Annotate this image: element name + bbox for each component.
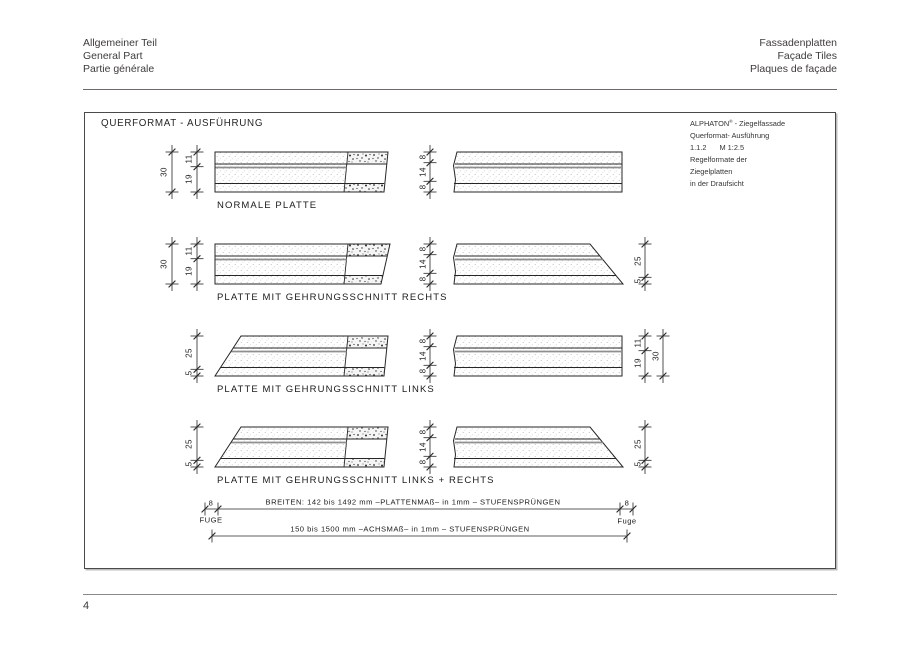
- dim-label: 25: [184, 439, 194, 449]
- dim-label: 25: [633, 439, 643, 449]
- dim-label: 25: [633, 256, 643, 266]
- caption-row3: PLATTE MIT GEHRUNGSSCHNITT LINKS: [217, 384, 435, 395]
- footer-rule: [83, 594, 837, 595]
- dim-label: 11: [184, 154, 194, 164]
- plate-row3-right: [454, 336, 623, 376]
- joint-gap-label-left: 8: [208, 498, 214, 508]
- brand-name: ALPHATON: [690, 119, 730, 129]
- brand-suffix: - Ziegelfassade: [734, 119, 786, 129]
- plate-row2-right: [454, 244, 624, 284]
- plate-row2-left: [215, 244, 390, 284]
- dim-label: 8: [418, 368, 428, 374]
- fuge-label-right: Fuge: [617, 516, 637, 526]
- caption-row2: PLATTE MIT GEHRUNGSSCHNITT RECHTS: [217, 292, 448, 303]
- header-left-line-fr: Partie générale: [83, 63, 155, 75]
- header-rule: [83, 89, 837, 90]
- header-left-line-en: General Part: [83, 50, 143, 62]
- dim-label: 25: [184, 348, 194, 358]
- plate-row4-left: [215, 427, 388, 467]
- dim-label: 30: [159, 259, 169, 269]
- title-block-brand-line: [690, 116, 830, 130]
- page-number: 4: [83, 600, 90, 612]
- title-block-line2: Querformat- Ausführung: [690, 131, 770, 141]
- dim-label: 14: [418, 351, 428, 361]
- plate-row4-right: [454, 427, 624, 467]
- sheet-code: 1.1.2: [690, 143, 707, 153]
- breiten-note: BREITEN: 142 bis 1492 mm –PLATTENMAß– in 1mm – STUFENSPRÜNGEN: [265, 497, 561, 507]
- title-block-code-line: [690, 142, 830, 154]
- drawing-scale: M 1:2.5: [719, 143, 745, 153]
- fuge-label-left: FUGE: [199, 515, 223, 525]
- dim-label: 30: [159, 167, 169, 177]
- dim-label: 14: [418, 442, 428, 452]
- dim-label: 8: [418, 459, 428, 465]
- dim-label: 19: [633, 358, 643, 368]
- dim-label: 14: [418, 167, 428, 177]
- dim-label: 5: [184, 370, 194, 376]
- joint-gap-label-right: 8: [624, 498, 630, 508]
- header-right-line-fr: Plaques de façade: [750, 63, 837, 75]
- header-right-line-en: Façade Tiles: [777, 50, 837, 62]
- drawing-title: QUERFORMAT - AUSFÜHRUNG: [101, 118, 264, 129]
- plate-row1-left: [215, 152, 388, 192]
- dim-label: 8: [418, 154, 428, 160]
- registered-mark: ®: [729, 119, 733, 124]
- dim-label: 5: [184, 461, 194, 467]
- header-right: [750, 37, 837, 76]
- dim-label: 14: [418, 259, 428, 269]
- caption-row4: PLATTE MIT GEHRUNGSSCHNITT LINKS + RECHTS: [217, 475, 495, 486]
- dim-label: 8: [418, 429, 428, 435]
- dim-label: 5: [633, 278, 643, 284]
- title-block-line4: Regelformate der: [690, 155, 748, 165]
- achsmass-note: 150 bis 1500 mm –ACHSMAß– in 1mm – STUFENSPRÜNGEN: [290, 524, 530, 534]
- dim-label: 5: [633, 461, 643, 467]
- dim-label: 19: [184, 174, 194, 184]
- title-block-line5: Ziegelplatten: [690, 167, 733, 177]
- plate-row3-left: [215, 336, 388, 376]
- header-left: [83, 37, 157, 76]
- header-right-line-de: Fassadenplatten: [759, 37, 837, 49]
- dim-label: 8: [418, 276, 428, 282]
- plate-row1-right: [454, 152, 623, 192]
- dim-label: 30: [651, 351, 661, 361]
- dim-label: 11: [633, 338, 643, 348]
- title-block: [690, 116, 830, 190]
- dim-label: 8: [418, 184, 428, 190]
- title-block-line6: in der Draufsicht: [690, 179, 744, 188]
- dim-label: 8: [418, 246, 428, 252]
- dim-label: 8: [418, 338, 428, 344]
- dim-label: 19: [184, 266, 194, 276]
- dim-label: 11: [184, 246, 194, 256]
- caption-row1: NORMALE PLATTE: [217, 200, 318, 211]
- header-left-line-de: Allgemeiner Teil: [83, 37, 157, 49]
